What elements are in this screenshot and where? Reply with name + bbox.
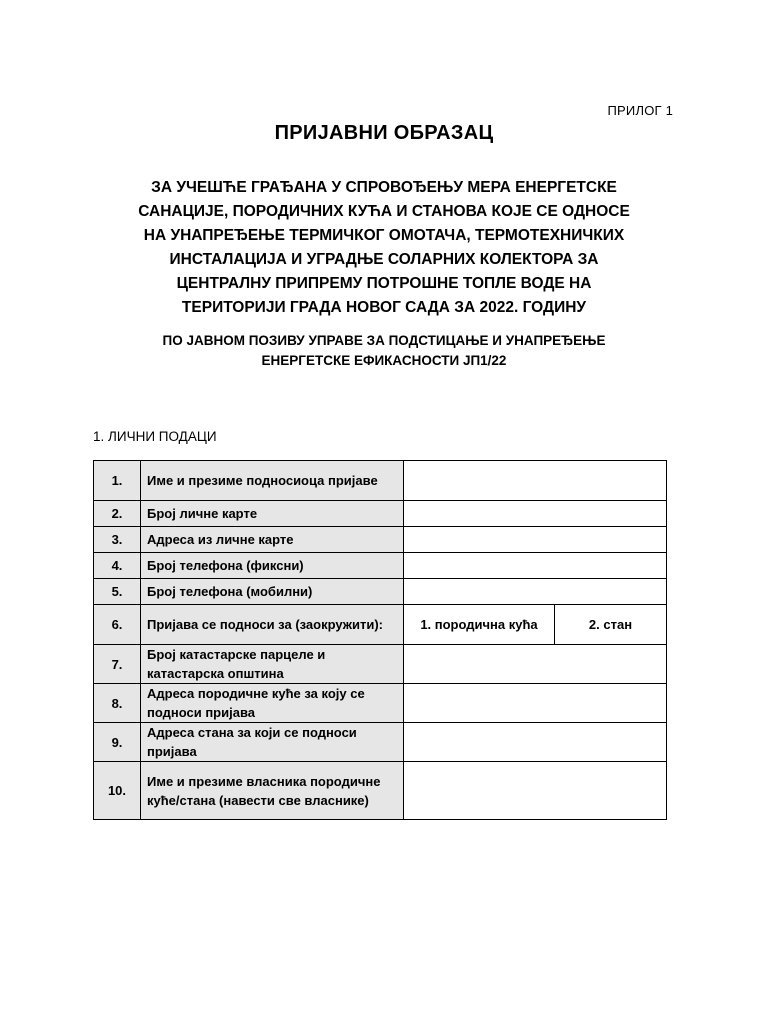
- table-row: [94, 684, 667, 723]
- subtitle-line: САНАЦИЈЕ, ПОРОДИЧНИХ КУЋА И СТАНОВА КОЈЕ СЕ ОДНОСЕ: [138, 203, 630, 220]
- id-card-number-field[interactable]: [404, 501, 667, 527]
- house-address-label: Адреса породичне куће за коју се подноси пријава: [141, 684, 404, 723]
- id-card-number-label: Број личне карте: [141, 501, 404, 527]
- table-row: [94, 762, 667, 820]
- call-line: ПО ЈАВНОМ ПОЗИВУ УПРАВЕ ЗА ПОДСТИЦАЊЕ И УНАПРЕЂЕЊЕ: [162, 333, 606, 348]
- option-family-house[interactable]: 1. породична кућа: [404, 605, 555, 645]
- table-row: [94, 461, 667, 501]
- form-subtitle: [90, 176, 678, 320]
- apartment-address-label: Адреса стана за који се подноси пријава: [141, 723, 404, 762]
- cadastral-parcel-label: Број катастарске парцеле и катастарска општина: [141, 645, 404, 684]
- owners-field[interactable]: [404, 762, 667, 820]
- row-number: 9.: [94, 723, 141, 762]
- id-card-address-label: Адреса из личне карте: [141, 527, 404, 553]
- personal-data-table: [93, 460, 667, 820]
- table-row: [94, 527, 667, 553]
- cadastral-parcel-field[interactable]: [404, 645, 667, 684]
- subtitle-line: НА УНАПРЕЂЕЊЕ ТЕРМИЧКОГ ОМОТАЧА, ТЕРМОТЕХНИЧКИХ: [143, 227, 625, 244]
- subtitle-line: ЦЕНТРАЛНУ ПРИПРЕМУ ПОТРОШНЕ ТОПЛЕ ВОДЕ НА: [176, 275, 592, 292]
- row-number: 3.: [94, 527, 141, 553]
- row-number: 2.: [94, 501, 141, 527]
- apartment-address-field[interactable]: [404, 723, 667, 762]
- owners-label: Име и презиме власника породичне куће/стана (навести све власнике): [141, 762, 404, 820]
- application-type-label: Пријава се подноси за (заокружити):: [141, 605, 404, 645]
- table-row: [94, 579, 667, 605]
- table-row: [94, 645, 667, 684]
- subtitle-line: ИНСТАЛАЦИЈА И УГРАДЊЕ СОЛАРНИХ КОЛЕКТОРА ЗА: [169, 251, 599, 268]
- row-number: 10.: [94, 762, 141, 820]
- public-call-reference: [90, 331, 678, 371]
- subtitle-line: ЗА УЧЕШЋЕ ГРАЂАНА У СПРОВОЂЕЊУ МЕРА ЕНЕРГЕТСКЕ: [151, 179, 617, 196]
- applicant-name-field[interactable]: [404, 461, 667, 501]
- landline-phone-field[interactable]: [404, 553, 667, 579]
- row-number: 6.: [94, 605, 141, 645]
- applicant-name-label: Име и презиме подносиоца пријаве: [141, 461, 404, 501]
- landline-phone-label: Број телефона (фиксни): [141, 553, 404, 579]
- id-card-address-field[interactable]: [404, 527, 667, 553]
- row-number: 1.: [94, 461, 141, 501]
- row-number: 4.: [94, 553, 141, 579]
- form-title: ПРИЈАВНИ ОБРАЗАЦ: [274, 122, 494, 144]
- row-number: 5.: [94, 579, 141, 605]
- house-address-field[interactable]: [404, 684, 667, 723]
- table-row: [94, 553, 667, 579]
- table-row: [94, 501, 667, 527]
- option-apartment[interactable]: 2. стан: [555, 605, 667, 645]
- table-row: [94, 605, 667, 645]
- row-number: 8.: [94, 684, 141, 723]
- subtitle-line: ТЕРИТОРИЈИ ГРАДА НОВОГ САДА ЗА 2022. ГОДИНУ: [181, 299, 587, 316]
- call-line: ЕНЕРГЕТСКЕ ЕФИКАСНОСТИ ЈП1/22: [261, 353, 507, 368]
- row-number: 7.: [94, 645, 141, 684]
- mobile-phone-field[interactable]: [404, 579, 667, 605]
- mobile-phone-label: Број телефона (мобилни): [141, 579, 404, 605]
- table-row: [94, 723, 667, 762]
- annex-label: ПРИЛОГ 1: [607, 103, 673, 118]
- section-heading-personal-data: 1. ЛИЧНИ ПОДАЦИ: [93, 429, 217, 444]
